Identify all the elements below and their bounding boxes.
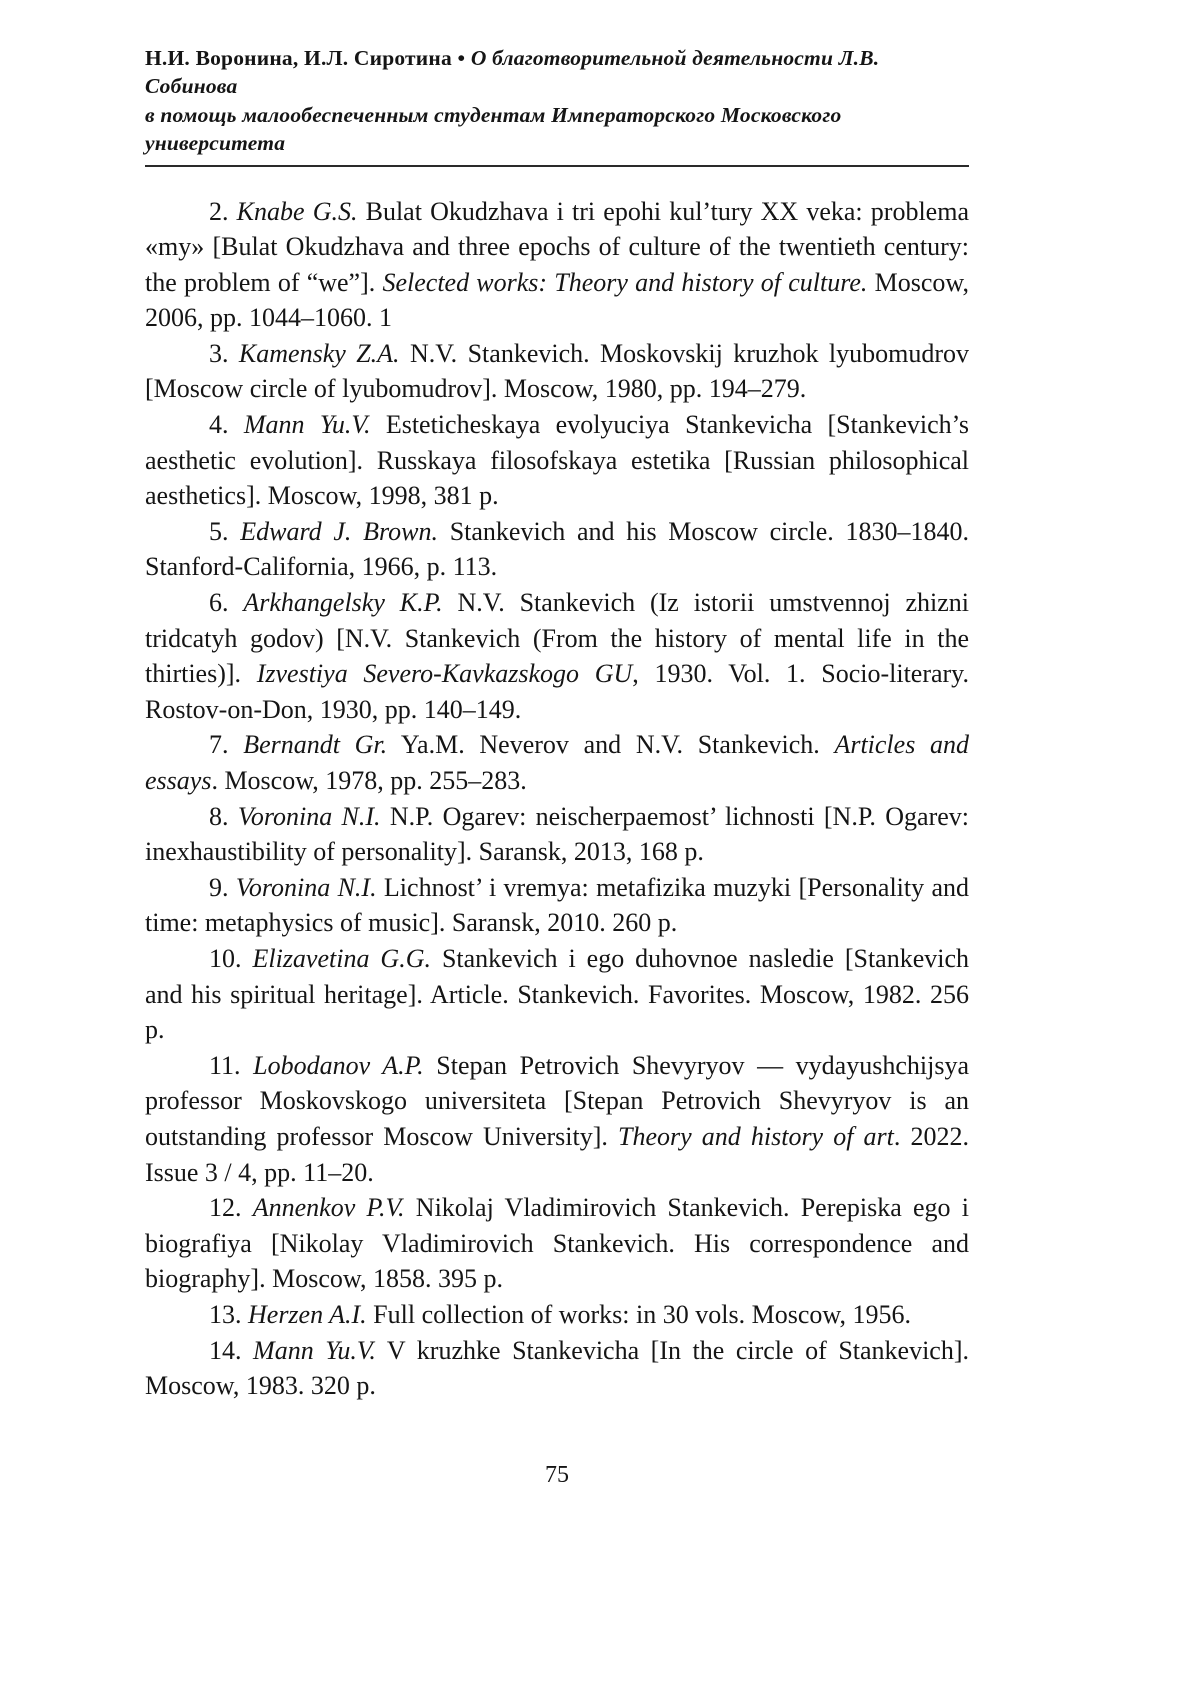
header-text-run: в помощь малообеспеченным студентам Императорского Московского университета (145, 102, 842, 156)
text-run: 11. (209, 1050, 254, 1080)
text-run: . 2022. Issue 3 / 4, pp. 11–20. (145, 1121, 969, 1187)
text-run: 2. (209, 196, 237, 226)
text-run: Nikolaj Vladimirovich Stankevich. Perepiska ego i biografiya [Nikolay Vladimirovich Stankevich. His correspondence and biography]. Moscow, 1858. 395 p. (145, 1193, 970, 1294)
text-run: 5. (209, 516, 241, 546)
text-run: N.P. Ogarev: neischerpaemost’ lichnosti [N.P. Ogarev: inexhaustibility of personality]. Saransk, 2013, 168 p. (145, 801, 969, 867)
reference-item (145, 514, 969, 585)
running-head-line1 (145, 44, 969, 101)
reference-item (145, 336, 969, 407)
text-run: Lobodanov A.P. (253, 1050, 424, 1080)
text-run: 4. (209, 410, 244, 440)
text-run: Stankevich i ego duhovnoe nasledie [Stankevich and his spiritual heritage]. Article. Stankevich. Favorites. Moscow, 1982. 256 p. (145, 943, 970, 1045)
references-list (145, 194, 969, 1404)
text-run: Herzen A.I. (248, 1299, 367, 1329)
running-head-line2 (145, 101, 969, 158)
reference-item (145, 870, 969, 941)
reference-item (145, 1190, 969, 1297)
reference-item (145, 1333, 969, 1404)
text-run: Lichnost’ i vremya: metafizika muzyki [Personality and time: metaphysics of music]. Saransk, 2010. 260 p. (145, 872, 969, 938)
reference-item (145, 727, 969, 798)
text-run: 7. (209, 730, 244, 760)
page-number: 75 (545, 1462, 569, 1488)
text-run: Mann Yu.V. (243, 410, 371, 440)
text-run: Izvestiya Severo-Kavkazskogo GU (256, 659, 633, 689)
header-text-run: О благотворительной деятельности Л.В. Собинова (145, 46, 880, 99)
reference-item (145, 194, 969, 336)
running-head (145, 44, 969, 158)
text-run: Bernandt Gr. (243, 730, 388, 760)
text-run: N.V. Stankevich. Moskovskij kruzhok lyubomudrov [Moscow circle of lyubomudrov]. Moscow, 1980, pp. 194–279. (145, 338, 969, 404)
reference-item (145, 941, 969, 1048)
header-text-run: Н.И. Воронина, И.Л. Сиротина (145, 46, 452, 70)
text-run: Theory and history of art (618, 1121, 894, 1151)
text-run: Articles and essays (145, 730, 969, 795)
reference-item (145, 1297, 969, 1333)
text-run: Selected works: Theory and history of culture. (382, 267, 868, 297)
text-run: Annenkov P.V. (252, 1193, 405, 1223)
reference-item (145, 1048, 969, 1190)
text-run: N.V. Stankevich (Iz istorii umstvennoj zhizni tridcatyh godov) [N.V. Stankevich (From the history of mental life in the thirties)]. (145, 588, 969, 689)
header-text-run: • (451, 46, 471, 70)
text-run: Stepan Petrovich Shevyryov — vydayushchijsya professor Moskovskogo universiteta [Stepan Petrovich Shevyryov is an outstanding professor Moscow University]. (145, 1050, 969, 1151)
text-run: Kamensky Z.A. (238, 338, 400, 368)
text-run: Voronina N.I. (235, 872, 377, 902)
text-run: Arkhangelsky K.P. (243, 588, 443, 618)
text-run: 8. (209, 801, 238, 831)
text-run: Esteticheskaya evolyuciya Stankevicha [Stankevich’s aesthetic evolution]. Russkaya filosofskaya estetika [Russian philosophical aesthetics]. Moscow, 1998, 381 p. (145, 410, 970, 511)
text-run: Bulat Okudzhava i tri epohi kul’tury XX veka: problema «my» [Bulat Okudzhava and three epochs of culture of the twentieth century: the problem of “we”]. (145, 196, 969, 297)
text-run: . Moscow, 1978, pp. 255–283. (211, 766, 527, 795)
text-run: 3. (209, 338, 239, 368)
text-run: 13. (209, 1299, 248, 1329)
text-run: V kruzhke Stankevicha [In the circle of Stankevich]. Moscow, 1983. 320 p. (145, 1335, 970, 1401)
text-run: 6. (209, 588, 244, 618)
text-run: Moscow, 2006, pp. 1044–1060. 1 (145, 267, 969, 333)
text-run: Ya.M. Neverov and N.V. Stankevich. (387, 730, 835, 760)
text-run: , 1930. Vol. 1. Socio-literary. Rostov-on-Don, 1930, pp. 140–149. (145, 659, 969, 724)
text-run: 9. (209, 872, 236, 902)
reference-item (145, 407, 969, 514)
text-run: Stankevich and his Moscow circle. 1830–1840. Stanford-California, 1966, p. 113. (145, 516, 970, 582)
text-run: Mann Yu.V. (253, 1335, 376, 1365)
text-run: 14. (209, 1335, 254, 1365)
text-run: Edward J. Brown. (240, 516, 438, 546)
text-run: 12. (209, 1193, 253, 1223)
reference-item (145, 585, 969, 727)
text-run: 10. (209, 943, 253, 973)
text-run: Knabe G.S. (236, 196, 358, 226)
text-run: Elizavetina G.G. (252, 943, 431, 973)
page-content (145, 44, 969, 1404)
text-run: Full collection of works: in 30 vols. Moscow, 1956. (366, 1299, 911, 1329)
header-rule (145, 165, 969, 167)
text-run: Voronina N.I. (237, 801, 381, 831)
reference-item (145, 799, 969, 870)
